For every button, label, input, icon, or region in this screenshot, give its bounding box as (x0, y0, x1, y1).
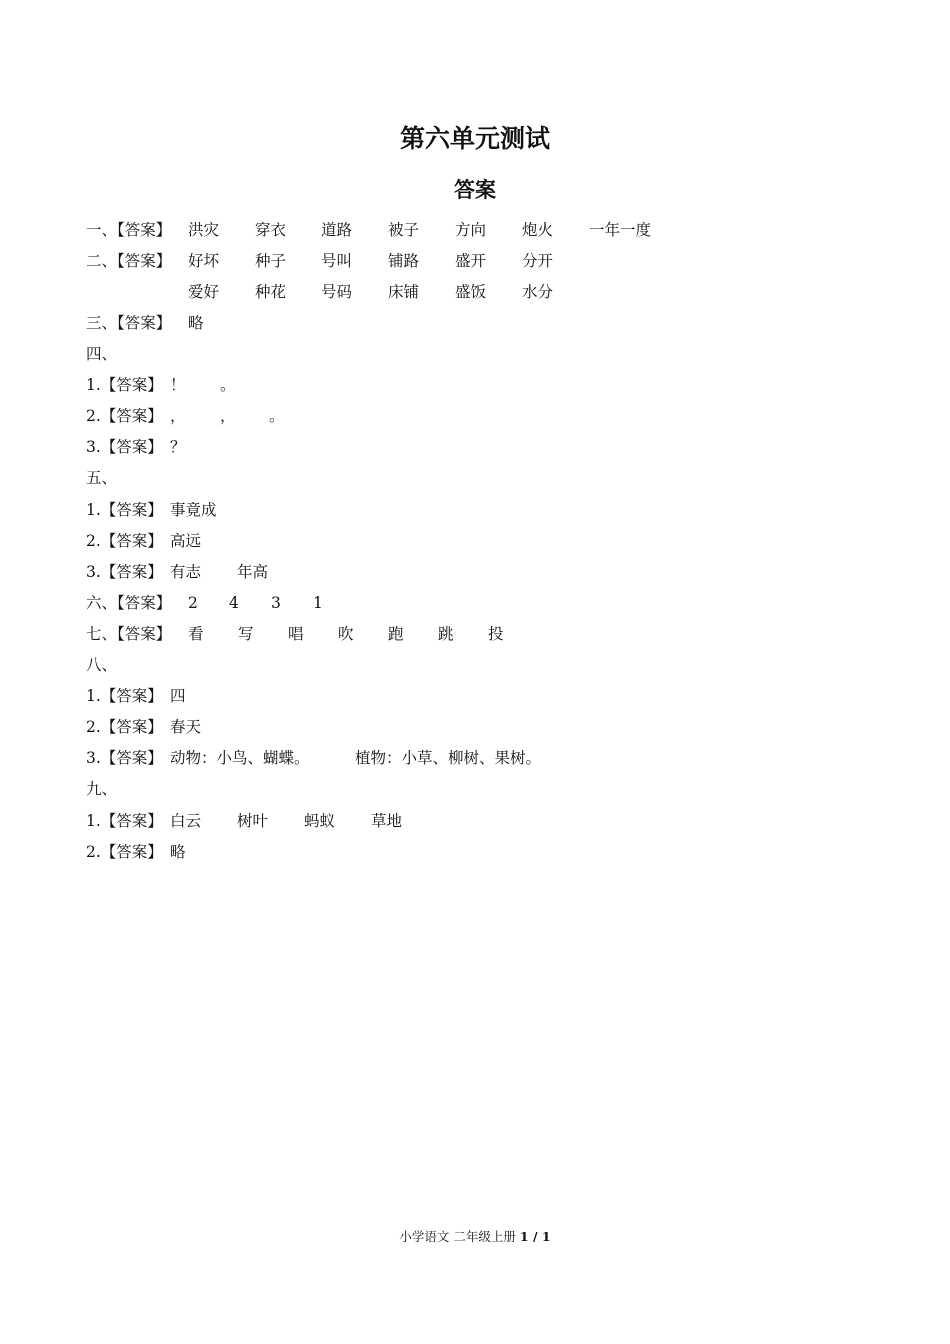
answer-label: 3.【答案】 (86, 438, 163, 456)
answer-item: 四 (170, 687, 186, 705)
answer-item: 种花 (255, 283, 287, 301)
answer-item: 种子 (255, 252, 287, 270)
answer-item: 3 (271, 594, 281, 612)
answer-item: 春天 (170, 718, 202, 736)
answer-label: 2.【答案】 (86, 718, 163, 736)
answer-item: 号叫 (321, 252, 353, 270)
answer-item: 投 (488, 625, 504, 643)
answer-item: ， (170, 407, 186, 425)
answer-item: 床铺 (388, 283, 420, 301)
section-label: 五、 (86, 469, 118, 487)
answer-item: 分开 (522, 252, 554, 270)
answer-item: 爱好 (188, 283, 220, 301)
answer-label: 三、【答案】 (86, 314, 172, 332)
answer-item: 。 (269, 407, 285, 425)
answer-item: 跑 (388, 625, 404, 643)
section-label: 八、 (86, 656, 118, 674)
answer-item: 略 (188, 314, 204, 332)
page-number: 1 / 1 (519, 1229, 551, 1244)
answer-item: 盛开 (455, 252, 487, 270)
answer-label: 1.【答案】 (86, 812, 163, 830)
answer-item: 穿衣 (255, 221, 287, 239)
answer-item: 吹 (338, 625, 354, 643)
answer-label: 2.【答案】 (86, 843, 163, 861)
answer-label: 七、【答案】 (86, 625, 172, 643)
answer-label: 1.【答案】 (86, 376, 163, 394)
answer-item: 好坏 (188, 252, 220, 270)
answer-item: 略 (170, 843, 186, 861)
answer-item: 年高 (237, 563, 269, 581)
answer-label: 1.【答案】 (86, 687, 163, 705)
document-title: 第六单元测试 (399, 124, 550, 153)
answer-item: 方向 (455, 221, 487, 239)
answer-item: 草地 (371, 812, 403, 830)
answer-item: 植物：小草、柳树、果树。 (355, 749, 542, 767)
answer-item: 跳 (438, 625, 454, 643)
section-label: 九、 (86, 780, 118, 798)
answer-label: 2.【答案】 (86, 532, 163, 550)
answer-item: 炮火 (522, 221, 554, 239)
answer-item: 写 (238, 625, 254, 643)
answer-item: 动物：小鸟、蝴蝶。 (170, 749, 310, 767)
answer-label: 1.【答案】 (86, 501, 163, 519)
answer-item: ， (220, 407, 236, 425)
answer-item: 1 (313, 594, 323, 612)
answer-label: 3.【答案】 (86, 563, 163, 581)
answer-item: 被子 (388, 221, 420, 239)
answer-item: 看 (188, 625, 204, 643)
document-subtitle: 答案 (454, 178, 496, 202)
answer-item: 水分 (522, 283, 554, 301)
answer-label: 六、【答案】 (86, 594, 172, 612)
answer-item: 4 (229, 594, 239, 612)
answer-item: 高远 (170, 532, 202, 550)
answer-item: 唱 (288, 625, 304, 643)
answer-item: 盛饭 (455, 283, 487, 301)
answer-label: 3.【答案】 (86, 749, 163, 767)
answer-item: 一年一度 (589, 221, 652, 239)
answer-item: ！ (170, 376, 186, 394)
answer-item: 蚂蚁 (304, 812, 336, 830)
answer-item: 铺路 (388, 252, 420, 270)
answer-item: 号码 (321, 283, 353, 301)
answer-label: 二、【答案】 (86, 252, 172, 270)
answer-item: 事竟成 (170, 501, 217, 519)
answer-item: 2 (188, 594, 198, 612)
answer-label: 一、【答案】 (86, 221, 172, 239)
section-label: 四、 (86, 345, 118, 363)
answer-item: ？ (170, 438, 186, 456)
footer-text: 小学语文 二年级上册 (399, 1229, 516, 1244)
answer-item: 白云 (170, 812, 202, 830)
answer-item: 道路 (321, 221, 353, 239)
answer-item: 有志 (170, 563, 202, 581)
answer-label: 2.【答案】 (86, 407, 163, 425)
answer-item: 洪灾 (188, 221, 220, 239)
answer-item: 树叶 (237, 812, 269, 830)
answer-item: 。 (220, 376, 236, 394)
page-footer (0, 1228, 950, 1246)
